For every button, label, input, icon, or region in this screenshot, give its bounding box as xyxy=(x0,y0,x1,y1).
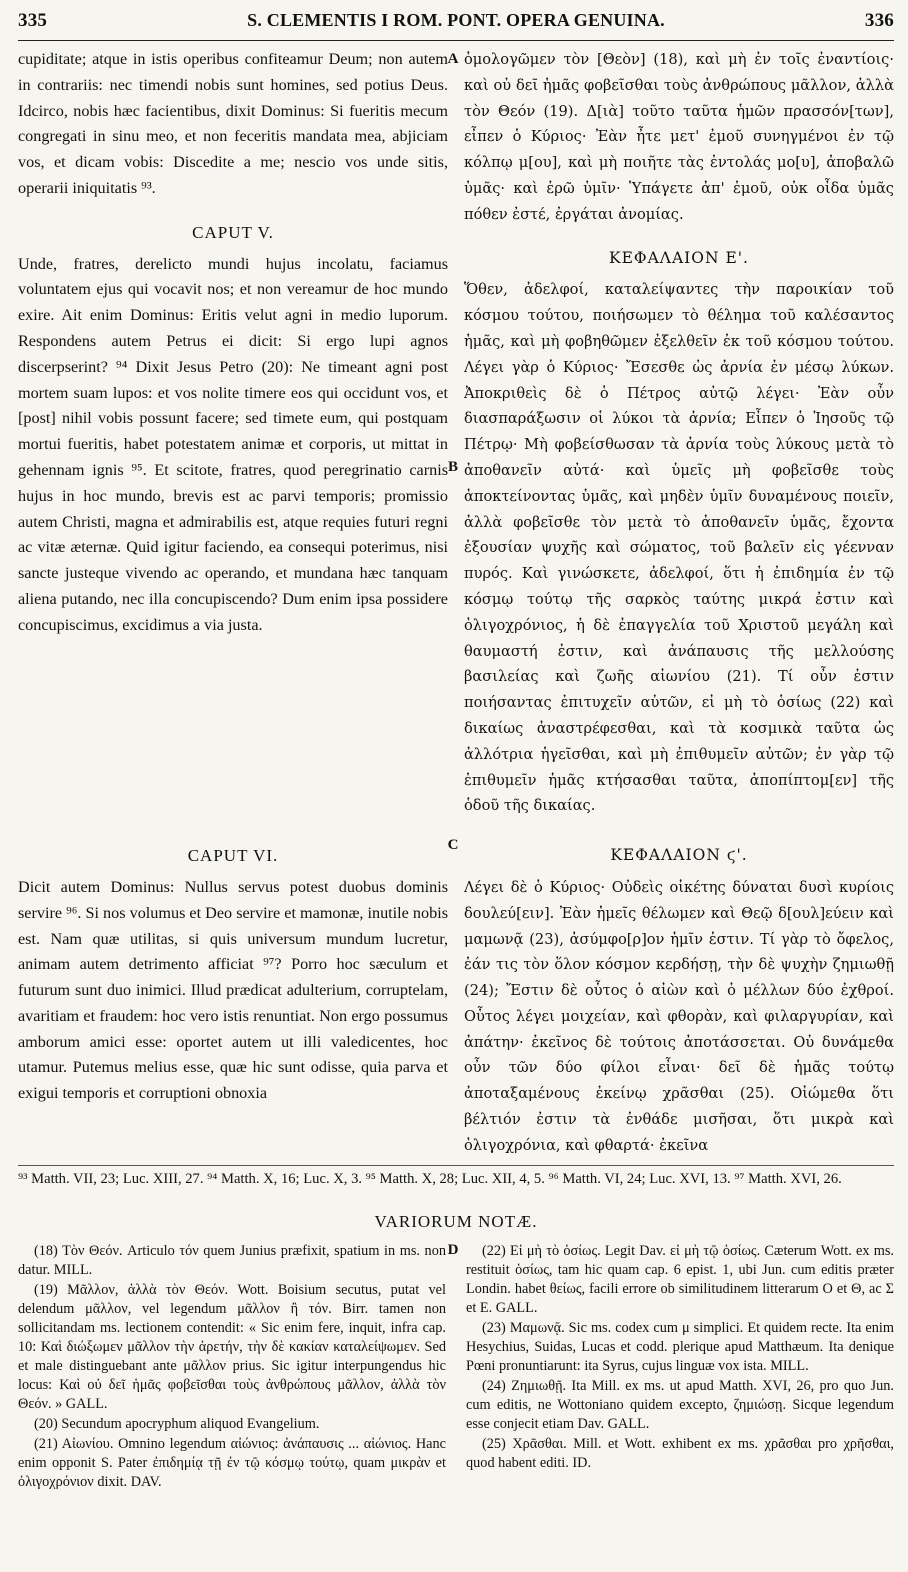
greek-chapter-6-text: Λέγει δὲ ὁ Κύριος· Οὐδεὶς οἰκέτης δύναται δυσὶ κυρίοις δουλεύ[ειν]. Ἐὰν ἡμεῖς θέλωμεν καὶ Θεῷ δ[ουλ]εύειν καὶ μαμωνᾷ (23), ἀσύμφο[ρ]ον ἡμῖν ἐστιν. Τί γὰρ τὸ ὄφελος, ἐάν τις τὸν ὅλον κόσμον κερδήσῃ, τὴν δὲ ψυχὴν ζημιωθῇ (24); Ἔστιν δὲ οὗτος ὁ αἰὼν καὶ ὁ μέλλων δύο ἐχθροί. Οὗτος λέγει μοιχείαν, καὶ φθορὰν, καὶ φιλαργυρίαν, καὶ ἀπάτην· ἐκεῖνος δὲ τούτοις ἀποτάσσεται. Οὐ δυνάμεθα οὖν τῶν δύο φίλοι εἶναι· δεῖ δὲ ἡμᾶς τούτῳ ἀποταξαμένους ἐκείνῳ χρᾶσθαι (25). Οἰώμεθα ὅτι βέλτιόν ἐστιν τὰ ἐνθάδε μισῆσαι, ὅτι μικρὰ καὶ ὀλιγοχρόνια, καὶ φθαρτά· ἐκεῖνα xyxy=(464,878,894,1154)
margin-marker-c: C xyxy=(447,837,459,853)
greek-intro-paragraph: ὁμολογῶμεν τὸν [Θεὸν] (18), καὶ μὴ ἐν τοῖς ἐναντίοις· καὶ οὐ δεῖ ἡμᾶς φοβεῖσθαι τοὺς ἀνθρώπους μᾶλλον, ἀλλὰ τὸν Θεόν (19). Δ[ιὰ] τοῦτο ταῦτα ἡμῶν πρασσόν[των], εἶπεν ὁ Κύριος· Ἐὰν ἦτε μετ' ἐμοῦ συνηγμένοι ἐν τῷ κόλπῳ μ[ου], καὶ μὴ ποιῆτε τὰς ἐντολάς μο[υ], ἀποβαλῶ ὑμᾶς· καὶ ἐρῶ ὑμῖν· Ὑπάγετε ἀπ' ἐμοῦ, οὐκ οἶδα ὑμᾶς πόθεν ἐστέ, ἐργάται ἀνομίας. xyxy=(464,51,894,223)
latin-column xyxy=(18,47,456,819)
note-21: (21) Αἰωνίου. Omnino legendum αἰώνιος: ἀνάπαυσις ... αἰώνιος. Hanc enim opponit S. Pater ἐπιδημίᾳ τῇ ἐν τῷ κόσμῳ τούτῳ, quam μικρὰν et ὀλιγοχρόνιον dixit. DAV. xyxy=(18,1435,446,1490)
latin-intro-paragraph: cupiditate; atque in istis operibus confiteamur Deum; non autem in contrariis: nec timendi nobis sunt homines, sed potius Deus. Idcirco, nobis hæc facientibus, dixit Dominus: Si fueritis mecum congregati in sinu meo, et non feceritis mandata mea, abjiciam vos, et dicam vobis: Discedite a me; nescio vos unde sitis, operarii iniquitatis ⁹³. xyxy=(18,50,448,197)
left-page-number: 335 xyxy=(18,10,48,31)
main-text-columns-lower xyxy=(18,825,894,1159)
note-24: (24) Ζημιωθῇ. Ita Mill. ex ms. ut apud Matth. XVI, 26, pro quo Jun. cum editis, ne Wottoniano quidem excepto, ζημιώσῃ. Sicque legendum esse conjecit etiam Dav. GALL. xyxy=(466,1377,894,1432)
note-23: (23) Μαμωνᾷ. Sic ms. codex cum μ simplici. Et quidem recte. Ita enim Hesychius, Suidas, Lucas et codd. plerique apud Matthæum. Ita denique Pœni pronuntiarunt: ita Syrus, cujus linguæ vox ista. MILL. xyxy=(466,1319,894,1374)
scripture-references: ⁹³ Matth. VII, 23; Luc. XIII, 27. ⁹⁴ Matth. X, 16; Luc. X, 3. ⁹⁵ Matth. X, 28; Luc. XII, 4, 5. ⁹⁶ Matth. VI, 24; Luc. XVI, 13. ⁹⁷ Matth. XVI, 26. xyxy=(18,1165,894,1190)
notes-right-column xyxy=(456,1242,894,1493)
greek-chapter-5-heading: ΚΕΦΑΛΑΙΟΝ Ε'. xyxy=(608,248,749,267)
note-19: (19) Μᾶλλον, ἀλλὰ τὸν Θεόν. Wott. Boisium secutus, putat vel delendum μᾶλλον, vel legendum μᾶλλον ἢ τόν. Birr. tamen non sollicitandam ms. lectionem contendit: « Sic enim fere, inquit, infra cap. 10: Καὶ διώξωμεν μᾶλλον τὴν ἀρετήν, τὴν δὲ κακίαν καταλείψωμεν. Sed et male distinguebant ante μᾶλλον prius. Sic igitur interpungendus hic locus: Καὶ οὐ δεῖ ἡμᾶς φοβεῖσθαι τοὺς ἀνθρώπους μᾶλλον, ἀλλὰ τὸν Θεόν. » GALL. xyxy=(18,1281,446,1412)
note-18: (18) Τὸν Θεόν. Articulo τόν quem Junius præfixit, spatium in ms. non datur. MILL. xyxy=(18,1242,446,1278)
margin-marker-a: A xyxy=(447,51,459,67)
latin-chapter-5-text: Unde, fratres, derelicto mundi hujus incolatu, faciamus voluntatem ejus qui vocavit nos; et non vereamur de hoc mundo exire. Ait enim Dominus: Eritis velut agni in medio luporum. Respondens autem Petrus ei dicit: Si ergo lupi agnos discerpserint? ⁹⁴ Dixit Jesus Petro (20): Ne timeant agni post mortem suam lupos: et vos nolite timere eos qui occidunt vos, et [post] nihil vobis possunt facere; sed timete eum, qui postquam mortui fueritis, habet potestatem animæ et corporis, ut mittat in gehennam ignis ⁹⁵. Et scitote, fratres, quod peregrinatio carnis hujus in hoc mundo, brevis est ac parvi temporis; promissio autem Christi, magna et admirabilis est, atque requies futuri regni ac vitæ æternæ. Quid igitur faciendo, ea consequi poterimus, nisi sancte justeque vivendo ac operando, et mundana hæc tanquam aliena putando, nec illa concupiscendo? Dum enim ipsa possidere concupiscimus, excidimus a via justa. xyxy=(18,254,448,634)
latin-column-lower xyxy=(18,825,456,1159)
greek-column-lower xyxy=(456,825,894,1159)
note-20: (20) Secundum apocryphum aliquod Evangelium. xyxy=(34,1415,320,1432)
right-page-number: 336 xyxy=(864,10,894,31)
latin-chapter-6-text: Dicit autem Dominus: Nullus servus potest duobus dominis servire ⁹⁶. Si nos volumus et Deo servire et mamonæ, inutile nobis est. Nam quæ utilitas, si quis universum mundum lucretur, animam autem detrimento afficiat ⁹⁷? Porro hoc sæculum et futurum sunt duo inimici. Illud prædicat adulterium, corruptelam, avaritiam et fraudem: hoc vero istis renuntiat. Non ergo possumus amborum amici esse: oportet autem ut illi valedicentes, hoc utamur. Putemus melius esse, quæ hic sunt odisse, quia parva et exigui temporis et corruptioni obnoxia xyxy=(18,877,448,1103)
running-title: S. CLEMENTIS I ROM. PONT. OPERA GENUINA. xyxy=(247,10,665,30)
note-25: (25) Χρᾶσθαι. Mill. et Wott. exhibent ex ms. χρᾶσθαι pro χρῆσθαι, quod habent editi. ID. xyxy=(466,1435,894,1471)
page-header xyxy=(18,10,894,41)
greek-column xyxy=(456,47,894,819)
greek-chapter-5-text: Ὅθεν, ἀδελφοί, καταλείψαντες τὴν παροικίαν τοῦ κόσμου τούτου, ποιήσωμεν τὸ θέλημα τοῦ καλέσαντος ἡμᾶς, καὶ μὴ φοβηθῶμεν ἐξελθεῖν ἐκ τοῦ κόσμου τούτου. Λέγει γὰρ ὁ Κύριος· Ἔσεσθε ὡς ἀρνία ἐν μέσῳ λύκων. Ἀποκριθεὶς δὲ ὁ Πέτρος αὐτῷ λέγει· Ἐὰν οὖν διασπαράξωσιν οἱ λύκοι τὰ ἀρνία; Εἶπεν ὁ Ἰησοῦς τῷ Πέτρῳ· Μὴ φοβείσθωσαν τὰ ἀρνία τοὺς λύκους μετὰ τὸ ἀποθανεῖν αὐτά· καὶ ὑμεῖς μὴ φοβεῖσθε τοὺς ἀποκτείνοντας ὑμᾶς, καὶ μηδὲν ὑμῖν δυναμένους ποιεῖν, ἀλλὰ φοβεῖσθε τὸν μετὰ τὸ ἀποθανεῖν ὑμᾶς, ἔχοντα ἐξουσίαν ψυχῆς καὶ σώματος, τοῦ βαλεῖν εἰς γέενναν πυρός. Καὶ γινώσκετε, ἀδελφοί, ὅτι ἡ ἐπιδημία ἐν τῷ κόσμῳ τούτῳ τῆς σαρκὸς ταύτης μικρά ἐστιν καὶ ὀλιγοχρόνιος, ἡ δὲ ἐπαγγελία τοῦ Χριστοῦ μεγάλη καὶ θαυμαστή ἐστιν, καὶ ἀνάπαυσις τῆς μελλούσης βασιλείας καὶ ζωῆς αἰωνίου (21). Τί οὖν ἐστιν ποιήσαντας ἐπιτυχεῖν αὐτῶν, εἰ μὴ τὸ ὁσίως (22) καὶ δικαίως ἀναστρέφεσθαι, καὶ τὰ κοσμικὰ ταῦτα ὡς ἀλλότρια ἡγεῖσθαι, καὶ μὴ ἐπιθυμεῖν αὐτῶν; ἐν γὰρ τῷ ἐπιθυμεῖν ἡμᾶς κτήσασθαι ταῦτα, ἀποπίπτομ[εν] τῆς ὁδοῦ τῆς δικαίας. xyxy=(464,281,894,815)
notes-left-column xyxy=(18,1242,456,1493)
variorum-notes xyxy=(18,1242,894,1493)
latin-chapter-6-heading: CAPUT VI. xyxy=(187,846,279,866)
greek-chapter-6-heading: ΚΕΦΑΛΑΙΟΝ ϛ'. xyxy=(610,846,748,865)
margin-marker-d: D xyxy=(447,1241,459,1258)
book-page xyxy=(18,10,894,1560)
notes-heading: VARIORUM NOTÆ. xyxy=(374,1211,538,1231)
latin-chapter-5-heading: CAPUT V. xyxy=(192,222,274,242)
margin-marker-b: B xyxy=(447,459,458,475)
main-text-columns xyxy=(18,47,894,853)
note-22: (22) Εἰ μὴ τὸ ὁσίως. Legit Dav. εἰ μὴ τῷ ὁσίως. Cæterum Wott. ex ms. restituit ὁσίως, tam hic quam cap. 6 epist. 1, ubi Jun. cum editis præter Londin. habet θείως, facili errore ob similitudinem litterarum O et Θ, ac Σ et E. GALL. xyxy=(466,1242,894,1316)
